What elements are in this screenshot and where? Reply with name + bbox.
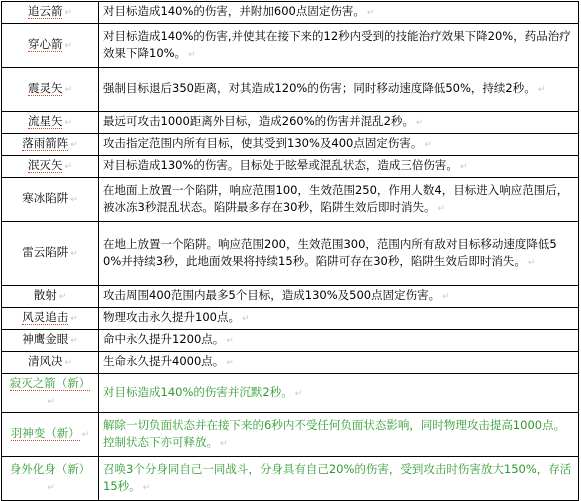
paragraph-mark-icon: ↵ bbox=[64, 8, 73, 18]
paragraph-mark-icon: ↵ bbox=[459, 162, 468, 172]
skill-name: 震灵矢 bbox=[27, 81, 63, 95]
skill-description: 在地上放置一个陷阱。响应范围200，生效范围300，范围内所有敌对目标移动速度降低50%并持续3秒，此地面效果将持续15秒。陷阱可存在30秒，陷阱生效后即时消失。 bbox=[103, 236, 557, 268]
paragraph-mark-icon: ↵ bbox=[58, 292, 67, 302]
skill-row bbox=[2, 457, 579, 501]
paragraph-mark-icon: ↵ bbox=[415, 118, 424, 128]
skill-row bbox=[2, 24, 579, 68]
skill-description: 对目标造成140%的伤害，并附加600点固定伤害。 bbox=[103, 4, 365, 18]
paragraph-mark-icon: ↵ bbox=[226, 336, 234, 346]
skill-description: 在地面上放置一个陷阱，响应范围100，生效范围250，作用人数4，目标进入响应范围后，被冰冻3秒混乱状态。陷阱最多存在30秒，陷阱生效后即时消失。 bbox=[103, 182, 569, 214]
skill-name-cell bbox=[2, 112, 99, 134]
skill-description: 生命永久提升4000点。 bbox=[103, 354, 225, 368]
skill-row bbox=[2, 2, 579, 24]
skill-row bbox=[2, 112, 579, 134]
skill-description: 解除一切负面状态并在接下来的6秒内不受任何负面状态影响，同时物理攻击提高1000点。控制状态下亦可释放。 bbox=[103, 417, 566, 449]
skill-row bbox=[2, 68, 579, 112]
skill-row bbox=[2, 134, 579, 156]
skill-description-cell bbox=[99, 222, 579, 286]
skill-name-cell bbox=[2, 374, 99, 413]
paragraph-mark-icon: ↵ bbox=[537, 85, 546, 95]
paragraph-mark-icon: ↵ bbox=[70, 314, 78, 324]
paragraph-mark-icon: ↵ bbox=[527, 257, 536, 268]
paragraph-mark-icon: ↵ bbox=[220, 438, 228, 449]
skill-row bbox=[2, 308, 579, 330]
skill-table-body bbox=[2, 2, 579, 501]
skill-description: 对目标造成140%的伤害并沉默2秒。 bbox=[103, 384, 293, 399]
paragraph-mark-icon: ↵ bbox=[81, 430, 90, 440]
paragraph-mark-icon: ↵ bbox=[442, 292, 450, 302]
skill-name-cell bbox=[2, 457, 99, 501]
paragraph-mark-icon: ↵ bbox=[70, 249, 78, 259]
skill-name-cell bbox=[2, 352, 99, 374]
skill-description-cell bbox=[99, 286, 579, 308]
skill-description-cell bbox=[99, 112, 579, 134]
skill-name-cell bbox=[2, 68, 99, 112]
skill-description-cell bbox=[99, 308, 579, 330]
skill-name: 穿心箭 bbox=[27, 37, 63, 51]
skill-description: 对目标造成140%的伤害,并使其在接下来的12秒内受到的技能治疗效果下降20%，药品治疗效果下降10%。 bbox=[103, 28, 571, 60]
skill-row bbox=[2, 413, 579, 457]
skill-name: 落雨箭阵 bbox=[22, 136, 69, 150]
paragraph-mark-icon: ↵ bbox=[142, 482, 151, 493]
skill-row bbox=[2, 374, 579, 413]
skill-description-cell bbox=[99, 374, 579, 413]
skill-name-cell bbox=[2, 413, 99, 457]
skill-row bbox=[2, 178, 579, 222]
paragraph-mark-icon: ↵ bbox=[70, 195, 78, 205]
skill-name: 泯灭矢 bbox=[27, 158, 63, 172]
skill-description-cell bbox=[99, 68, 579, 112]
paragraph-mark-icon: ↵ bbox=[294, 388, 303, 399]
paragraph-mark-icon: ↵ bbox=[188, 49, 196, 60]
skill-description: 对目标造成130%的伤害。目标处于眩晕或混乱状态，造成三倍伤害。 bbox=[103, 158, 458, 172]
skill-name-cell bbox=[2, 24, 99, 68]
skill-description: 命中永久提升1200点。 bbox=[103, 332, 225, 346]
skill-name: 神鹰金眼 bbox=[22, 332, 69, 346]
skill-name: 风灵追击 bbox=[22, 310, 69, 324]
skill-name: 追云箭 bbox=[27, 4, 63, 18]
skill-table bbox=[1, 1, 579, 501]
skill-name-cell bbox=[2, 178, 99, 222]
skill-name: 雷云陷阱 bbox=[22, 245, 69, 259]
skill-description-cell bbox=[99, 352, 579, 374]
skill-row bbox=[2, 352, 579, 374]
skill-name-cell bbox=[2, 308, 99, 330]
paragraph-mark-icon: ↵ bbox=[64, 162, 73, 172]
skill-description: 物理攻击永久提升100点。 bbox=[103, 310, 240, 324]
skill-name-cell bbox=[2, 286, 99, 308]
skill-description: 攻击指定范围内所有目标，使其受到130%及400点固定伤害。 bbox=[103, 136, 423, 150]
skill-description-cell bbox=[99, 156, 579, 178]
skill-name: 羽神变（新） bbox=[10, 426, 80, 440]
skill-row bbox=[2, 330, 579, 352]
skill-name: 寒冰陷阱 bbox=[22, 191, 69, 205]
paragraph-mark-icon: ↵ bbox=[47, 482, 55, 493]
skill-name-cell bbox=[2, 134, 99, 156]
skill-description: 攻击周围400范围内最多5个目标，造成130%及500点固定伤害。 bbox=[103, 288, 441, 302]
skill-name: 散射 bbox=[33, 288, 57, 302]
skill-row bbox=[2, 156, 579, 178]
paragraph-mark-icon: ↵ bbox=[226, 358, 234, 368]
skill-description-cell bbox=[99, 134, 579, 156]
skill-row bbox=[2, 286, 579, 308]
skill-row bbox=[2, 222, 579, 286]
skill-description: 最远可攻击1000距离外目标，造成260%的伤害并混乱2秒。 bbox=[103, 114, 414, 128]
skill-description-cell bbox=[99, 2, 579, 24]
skill-description-cell bbox=[99, 178, 579, 222]
paragraph-mark-icon: ↵ bbox=[437, 203, 445, 214]
skill-description-cell bbox=[99, 457, 579, 501]
skill-name-cell bbox=[2, 222, 99, 286]
skill-name: 清风决 bbox=[27, 354, 63, 368]
skill-name-cell bbox=[2, 2, 99, 24]
skill-description-cell bbox=[99, 330, 579, 352]
skill-name-cell bbox=[2, 330, 99, 352]
paragraph-mark-icon: ↵ bbox=[64, 118, 73, 128]
skill-description: 强制目标退后350距离，对其造成120%的伤害；同时移动速度降低50%，持续2秒。 bbox=[103, 81, 536, 95]
skill-name-cell bbox=[2, 156, 99, 178]
paragraph-mark-icon: ↵ bbox=[424, 140, 432, 150]
paragraph-mark-icon: ↵ bbox=[366, 8, 375, 18]
skill-name: 身外化身（新） bbox=[9, 461, 91, 476]
paragraph-mark-icon: ↵ bbox=[47, 397, 55, 407]
paragraph-mark-icon: ↵ bbox=[64, 358, 73, 368]
paragraph-mark-icon: ↵ bbox=[241, 314, 250, 324]
skill-name: 寂灭之箭（新） bbox=[9, 376, 91, 390]
skill-description-cell bbox=[99, 413, 579, 457]
skill-name: 流星矢 bbox=[27, 114, 63, 128]
paragraph-mark-icon: ↵ bbox=[64, 85, 73, 95]
paragraph-mark-icon: ↵ bbox=[70, 140, 78, 150]
paragraph-mark-icon: ↵ bbox=[70, 336, 78, 346]
paragraph-mark-icon: ↵ bbox=[64, 41, 73, 51]
skill-description-cell bbox=[99, 24, 579, 68]
skill-description: 召唤3个分身同自己一同战斗，分身具有自己20%的伤害，受到攻击时伤害放大150%，存活15秒。 bbox=[103, 461, 572, 493]
